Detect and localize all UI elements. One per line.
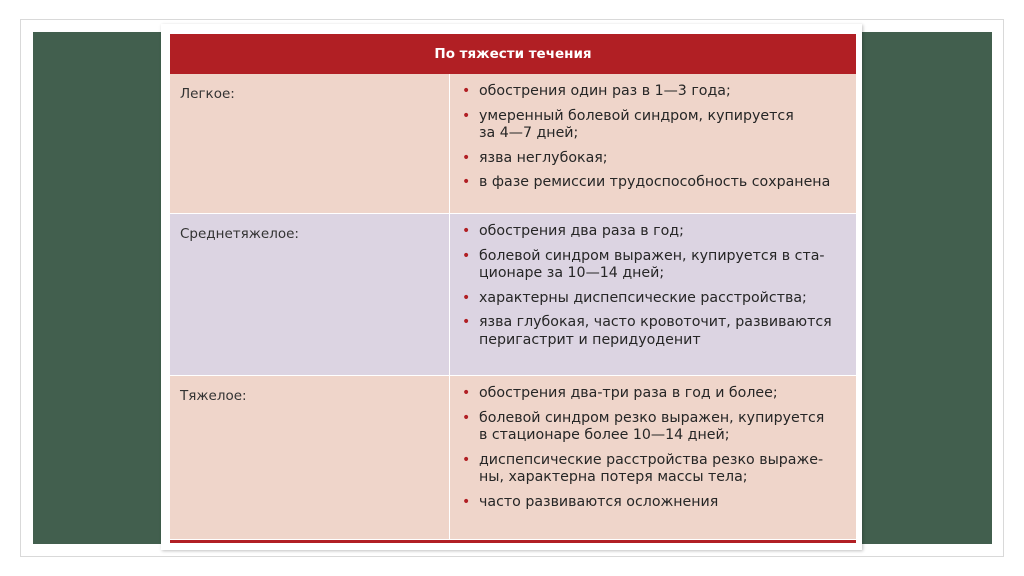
slide — [161, 24, 862, 550]
list-item: • умеренный болевой синдром, купируется за 4—7 дней; — [462, 107, 794, 141]
row-label: Тяжелое: — [170, 376, 450, 539]
bullet-icon: • — [462, 247, 471, 264]
row-items — [450, 376, 856, 539]
bullet-icon: • — [462, 409, 471, 426]
list-item: • болевой синдром выражен, купируется в ста- ционаре за 10—14 дней; — [462, 247, 825, 281]
bullet-icon: • — [462, 107, 471, 124]
right-green-panel — [862, 32, 992, 544]
row-label: Легкое: — [170, 74, 450, 213]
table-header: По тяжести течения — [170, 34, 856, 74]
bullet-icon: • — [462, 149, 471, 166]
left-green-panel — [33, 32, 161, 544]
bullet-icon: • — [462, 451, 471, 468]
table-row-severe — [170, 376, 856, 539]
list-item: • характерны диспепсические расстройства; — [462, 289, 807, 306]
bullet-icon: • — [462, 83, 471, 99]
list-item: • обострения два-три раза в год и более; — [462, 385, 778, 401]
table-row-mild — [170, 74, 856, 214]
bullet-icon: • — [462, 493, 471, 510]
bullet-icon: • — [462, 385, 471, 401]
severity-table — [170, 34, 856, 543]
list-item: • язва неглубокая; — [462, 149, 608, 166]
list-item: • диспепсические расстройства резко выраже- ны, характерна потеря массы тела; — [462, 451, 824, 485]
row-label: Среднетяжелое: — [170, 214, 450, 375]
list-item: • болевой синдром резко выражен, купируется в стационаре более 10—14 дней; — [462, 409, 825, 443]
row-items — [450, 214, 856, 375]
list-item: • язва глубокая, часто кровоточит, развиваются перигастрит и перидуоденит — [462, 314, 832, 348]
list-item: • в фазе ремиссии трудоспособность сохранена — [462, 174, 831, 190]
table-row-moderate — [170, 214, 856, 376]
bullet-icon: • — [462, 289, 471, 306]
list-item: • часто развиваются осложнения — [462, 493, 719, 510]
table-bottom-rule — [170, 540, 856, 543]
list-item: • обострения два раза в год; — [462, 223, 684, 239]
bullet-icon: • — [462, 314, 471, 330]
bullet-icon: • — [462, 223, 471, 239]
row-items — [450, 74, 856, 213]
list-item: • обострения один раз в 1—3 года; — [462, 83, 731, 99]
bullet-icon: • — [462, 174, 471, 190]
